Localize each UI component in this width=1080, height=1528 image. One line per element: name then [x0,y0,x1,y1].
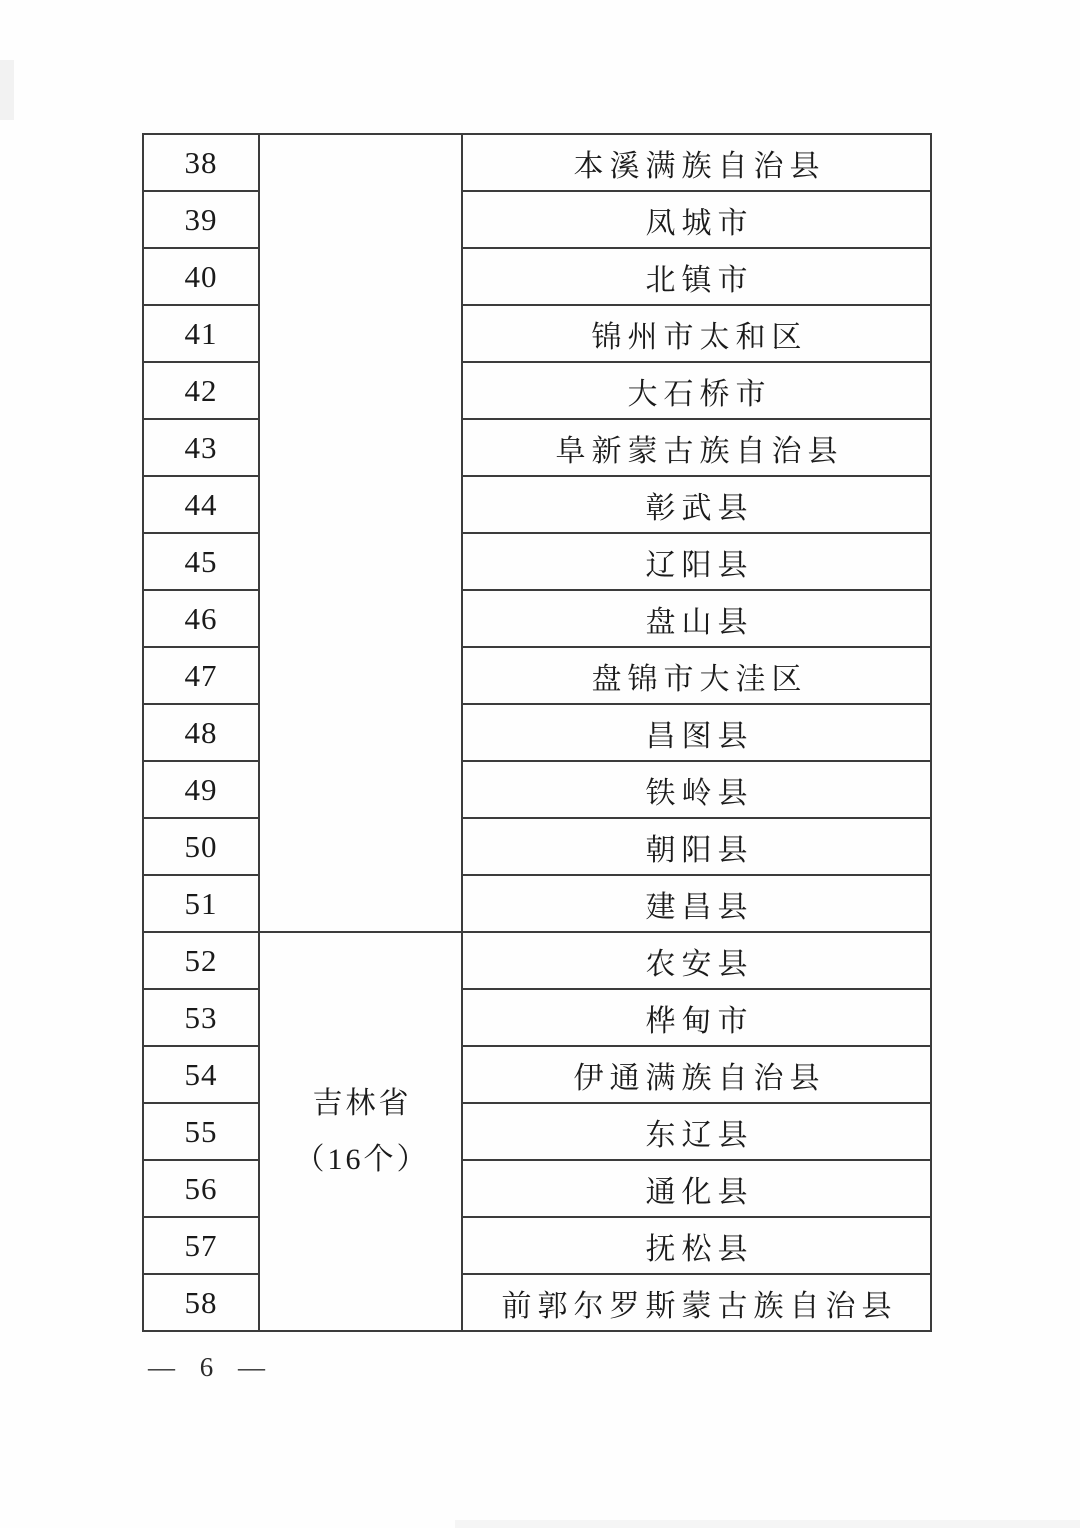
row-number-cell: 44 [143,476,259,533]
row-number-cell: 38 [143,134,259,191]
province-name: 吉林省 [312,1087,412,1120]
row-number-cell: 40 [143,248,259,305]
county-name-cell: 大石桥市 [462,362,931,419]
county-name-cell: 盘锦市大洼区 [462,647,931,704]
table-body [143,134,931,1331]
county-name-cell: 盘山县 [462,590,931,647]
scan-artifact [0,60,14,120]
row-number-cell: 54 [143,1046,259,1103]
province-cell [259,932,462,1331]
county-name-cell: 锦州市太和区 [462,305,931,362]
county-name-cell: 建昌县 [462,875,931,932]
county-name-cell: 抚松县 [462,1217,931,1274]
row-number-cell: 50 [143,818,259,875]
table-row [143,932,931,989]
county-name-cell: 北镇市 [462,248,931,305]
row-number-cell: 47 [143,647,259,704]
row-number-cell: 58 [143,1274,259,1331]
row-number-cell: 52 [143,932,259,989]
row-number-cell: 56 [143,1160,259,1217]
row-number-cell: 57 [143,1217,259,1274]
row-number-cell: 51 [143,875,259,932]
county-name-cell: 彰武县 [462,476,931,533]
county-name-cell: 铁岭县 [462,761,931,818]
county-name-cell: 阜新蒙古族自治县 [462,419,931,476]
province-county-table [142,133,932,1332]
county-name-cell: 朝阳县 [462,818,931,875]
county-name-cell: 农安县 [462,932,931,989]
county-name-cell: 东辽县 [462,1103,931,1160]
county-name-cell: 昌图县 [462,704,931,761]
row-number-cell: 53 [143,989,259,1046]
table-row [143,134,931,191]
scan-artifact [455,1520,1080,1528]
row-number-cell: 39 [143,191,259,248]
row-number-cell: 46 [143,590,259,647]
row-number-cell: 43 [143,419,259,476]
row-number-cell: 55 [143,1103,259,1160]
county-name-cell: 桦甸市 [462,989,931,1046]
row-number-cell: 49 [143,761,259,818]
province-cell [259,134,462,932]
county-name-cell: 凤城市 [462,191,931,248]
row-number-cell: 48 [143,704,259,761]
county-name-cell: 前郭尔罗斯蒙古族自治县 [462,1274,931,1331]
footer-page-number: — 6 — [148,1352,266,1382]
county-name-cell: 本溪满族自治县 [462,134,931,191]
county-name-cell: 伊通满族自治县 [462,1046,931,1103]
province-count: （16个） [294,1142,430,1176]
row-number-cell: 42 [143,362,259,419]
county-name-cell: 辽阳县 [462,533,931,590]
row-number-cell: 41 [143,305,259,362]
row-number-cell: 45 [143,533,259,590]
county-name-cell: 通化县 [462,1160,931,1217]
